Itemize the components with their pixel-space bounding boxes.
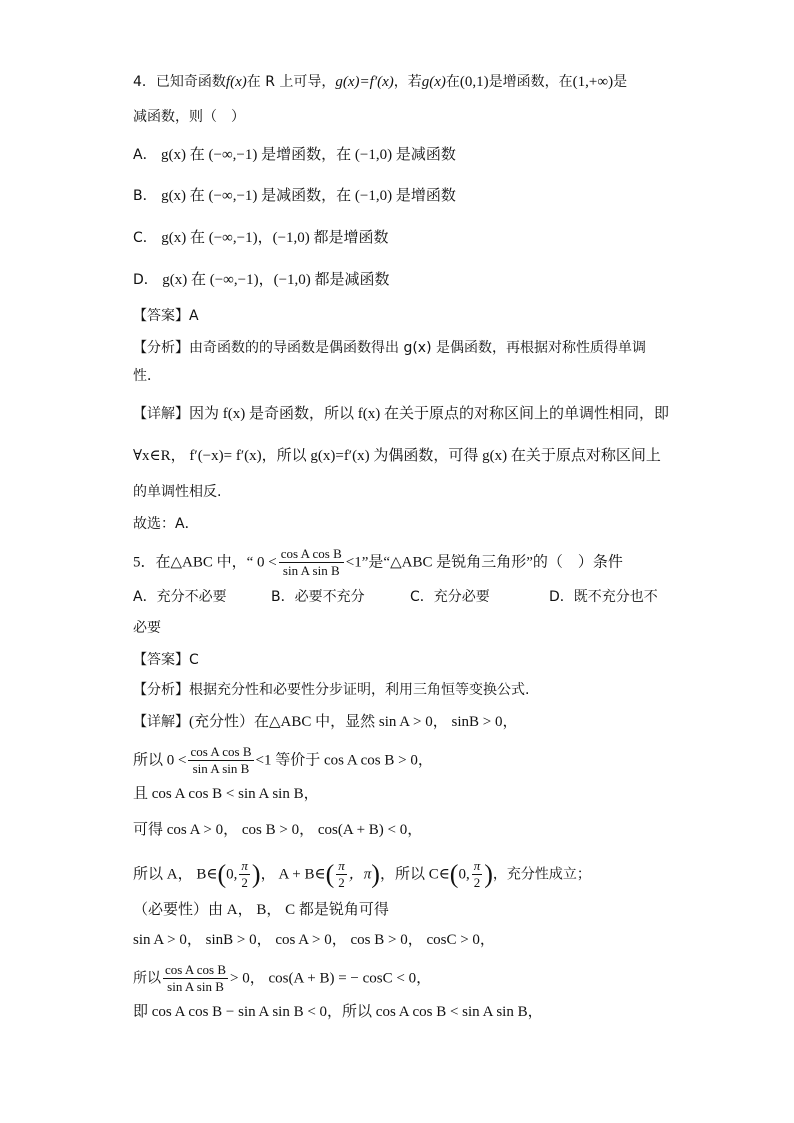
option-label: D． [133, 272, 158, 288]
paren-open: ( [325, 859, 335, 889]
detail-text: ，所以 C∈ [379, 866, 450, 883]
fraction-denominator: sin A sin B [167, 979, 224, 994]
q4-option-d [133, 270, 390, 290]
answer-tag: 【答案】 [133, 308, 189, 324]
q5-option-a: A．充分不必要 [133, 589, 227, 605]
q4-analysis-line1 [133, 338, 646, 358]
q5-option-d: D．既不充分也不 [549, 589, 658, 605]
q4-option-b [133, 186, 456, 206]
analysis-text: 由奇函数的的导函数是偶函数得出 g(x) 是偶函数，再根据对称性质得单调 [189, 340, 646, 356]
interval-end: ，π [348, 866, 372, 883]
option-text: g(x) 在 (−∞,−1)，(−1,0) 都是减函数 [162, 272, 390, 288]
fraction-denominator: sin A sin B [192, 761, 250, 776]
pi-over-two [472, 858, 483, 891]
fraction-denominator: 2 [338, 875, 345, 890]
interval-start: 0, [458, 866, 470, 883]
option-label: C． [133, 230, 157, 246]
q5-detail-line5 [133, 858, 591, 891]
q4-stem-line1 [133, 72, 627, 92]
q4-conclusion: 故选：A． [133, 516, 199, 532]
fraction-numerator: π [473, 858, 481, 873]
detail-text: > 0， cos(A + B) = − cosC < 0， [230, 970, 432, 987]
paren-close: ) [484, 859, 493, 889]
q5-detail-line9: 即 cos A cos B − sin A sin B < 0，所以 cos A cos B < sin A sin B， [133, 1004, 543, 1020]
q4-detail-line3: 的单调性相反. [133, 484, 222, 500]
paren-close: ) [251, 859, 261, 889]
option-text: g(x) 在 (−∞,−1)，(−1,0) 都是增函数 [161, 230, 389, 246]
answer-value: A [189, 308, 199, 324]
answer-value: C [189, 652, 199, 668]
q4-answer [133, 306, 199, 326]
detail-fraction [163, 962, 228, 995]
q5-detail-line3: 且 cos A cos B < sin A sin B， [133, 786, 319, 802]
analysis-tag: 【分析】 [133, 340, 189, 356]
q4-stem-text: ，若 [393, 74, 422, 90]
option-label: B． [133, 188, 157, 204]
analysis-text: 根据充分性和必要性分步证明，利用三角恒等变换公式. [189, 682, 530, 698]
detail-text: 所以 A， B∈ [133, 866, 218, 883]
q4-interval: (1,+∞) [572, 74, 614, 90]
option-text: g(x) 在 (−∞,−1) 是增函数，在 (−1,0) 是减函数 [161, 147, 456, 163]
paren-open: ( [449, 859, 459, 889]
q4-stem-line2: 减函数，则（ ） [133, 109, 245, 125]
q4-g-def: g(x)=f′(x) [335, 74, 394, 90]
q5-option-c: C．充分必要 [410, 589, 490, 605]
q5-stem-text: 5．在△ABC 中，“ 0 < [133, 554, 277, 571]
fraction-numerator: π [338, 858, 345, 873]
detail-tag: 【详解】 [133, 406, 189, 422]
option-label: A． [133, 147, 157, 163]
fraction-denominator: sin A sin B [282, 563, 340, 578]
q4-stem-text: 在 R 上可导， [246, 74, 336, 90]
pi-over-two [239, 858, 250, 891]
fraction-denominator: 2 [241, 875, 248, 890]
q5-analysis [133, 680, 529, 700]
option-text: g(x) 在 (−∞,−1) 是减函数，在 (−1,0) 是增函数 [161, 188, 456, 204]
fraction-numerator: π [241, 858, 248, 873]
q5-detail-line7: sin A > 0， sinB > 0， cos A > 0， cos B > 0， cosC > 0， [133, 932, 495, 948]
detail-tag: 【详解】 [133, 714, 189, 730]
q5-stem-text: <1”是“△ABC 是锐角三角形”的（ ）条件 [345, 554, 623, 571]
q5-detail-line2 [133, 744, 433, 777]
q4-stem-text: 是增函数，在 [488, 74, 573, 90]
q4-stem-text: 在 [445, 74, 460, 90]
fraction-numerator: cos A cos B [165, 962, 227, 977]
detail-text: 所以 0 < [133, 752, 187, 769]
q5-stem [133, 546, 623, 579]
answer-tag: 【答案】 [133, 652, 189, 668]
pi-over-two [336, 858, 347, 891]
detail-fraction [188, 744, 253, 777]
q5-detail-line4: 可得 cos A > 0， cos B > 0， cos(A + B) < 0， [133, 822, 423, 838]
detail-text: (充分性）在△ABC 中，显然 sin A > 0， sinB > 0， [189, 714, 518, 730]
q4-option-a [133, 145, 456, 165]
q5-detail-line6: （必要性）由 A， B， C 都是锐角可得 [133, 902, 389, 918]
detail-text: 所以 [133, 970, 161, 987]
paren-close: ) [371, 859, 380, 889]
q4-analysis-line2: 性． [133, 368, 161, 384]
q4-g-of-x: g(x) [421, 74, 446, 90]
fraction-numerator: cos A cos B [280, 546, 342, 561]
fraction-numerator: cos A cos B [190, 744, 252, 759]
q5-detail-line8 [133, 962, 431, 995]
q4-interval: (0,1) [459, 74, 489, 90]
q5-option-b: B．必要不充分 [271, 589, 365, 605]
interval-start: 0, [226, 866, 238, 883]
q4-detail-line1 [133, 404, 669, 424]
analysis-tag: 【分析】 [133, 682, 189, 698]
detail-text: ， A + B∈ [260, 866, 326, 883]
q5-option-d-cont: 必要 [133, 620, 161, 636]
q4-stem-text: 是 [613, 74, 628, 90]
q4-f-of-x: f(x) [225, 74, 247, 90]
detail-text: ，充分性成立； [492, 866, 591, 883]
detail-text: <1 等价于 cos A cos B > 0， [255, 752, 433, 769]
q4-detail-line2: ∀x∈R， f′(−x)= f′(x)，所以 g(x)=f′(x) 为偶函数，可得 g(x) 在关于原点对称区间上 [133, 448, 661, 464]
paren-open: ( [217, 859, 227, 889]
q5-fraction [279, 546, 344, 579]
q4-stem-text: 4．已知奇函数 [133, 74, 226, 90]
q5-answer [133, 650, 199, 670]
detail-text: 因为 f(x) 是奇函数，所以 f(x) 在关于原点的对称区间上的单调性相同，即 [189, 406, 669, 422]
q5-detail-line1 [133, 712, 518, 732]
q4-option-c [133, 228, 389, 248]
fraction-denominator: 2 [473, 875, 481, 890]
